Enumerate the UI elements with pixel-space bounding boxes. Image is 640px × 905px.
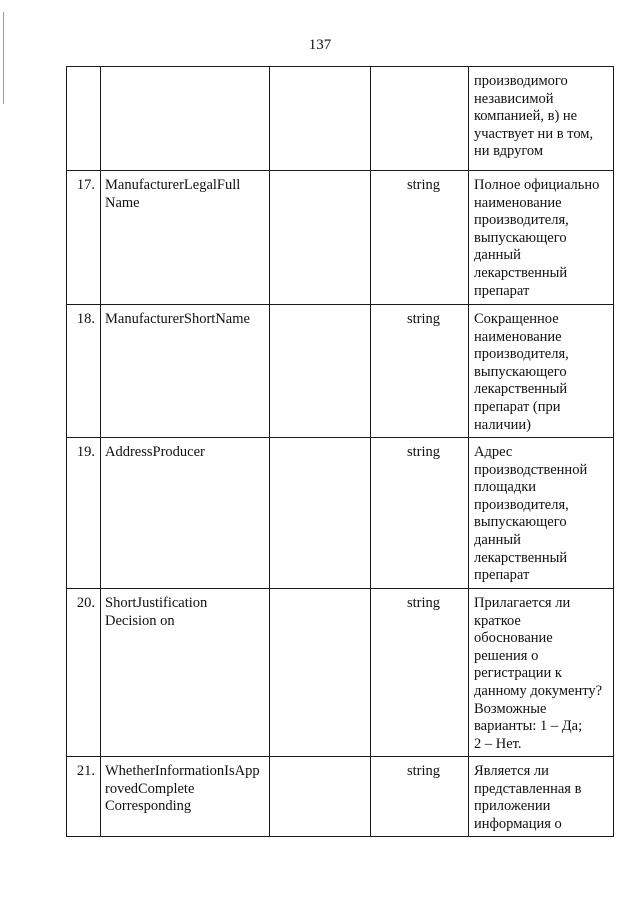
field-description: производимого независимой компанией, в) не участвует ни в том, ни вдругом xyxy=(474,73,594,160)
empty-cell xyxy=(270,438,371,589)
empty-cell xyxy=(270,305,371,438)
field-type-cell xyxy=(371,305,469,438)
field-type: string xyxy=(406,177,440,193)
field-name: ShortJustification Decision on xyxy=(105,595,208,629)
row-number: 20. xyxy=(76,595,95,611)
field-type-cell xyxy=(371,67,469,171)
field-description: Сокращенное наименование производителя, выпускающего лекарственный препарат (при наличии) xyxy=(474,311,569,433)
field-type: string xyxy=(406,763,440,779)
row-number xyxy=(67,67,100,73)
field-type xyxy=(371,67,468,73)
field-name-cell xyxy=(101,438,270,589)
field-name-cell xyxy=(101,589,270,757)
field-name: ManufacturerShortName xyxy=(105,311,250,327)
field-type-cell xyxy=(371,589,469,757)
specification-table xyxy=(66,66,614,837)
empty-cell xyxy=(270,757,371,837)
row-number-cell xyxy=(67,305,101,438)
table-row xyxy=(67,305,614,438)
row-number-cell xyxy=(67,589,101,757)
field-description-cell xyxy=(469,305,614,438)
field-description-cell xyxy=(469,171,614,305)
field-description: Прилагается ли краткое обоснование решения о регистрации к данному документу? Возможные варианты: 1 – Да; 2 – Нет. xyxy=(474,595,603,752)
row-number-cell xyxy=(67,67,101,171)
field-type-cell xyxy=(371,757,469,837)
field-description: Адрес производственной площадки производителя, выпускающего данный лекарственный препарат xyxy=(474,444,588,584)
field-name: WhetherInformationIsApp rovedComplete Corresponding xyxy=(105,763,260,815)
field-name-cell xyxy=(101,67,270,171)
field-name: ManufacturerLegalFull Name xyxy=(105,177,241,211)
table-row xyxy=(67,438,614,589)
table-row xyxy=(67,67,614,171)
empty-cell xyxy=(270,589,371,757)
field-type-cell xyxy=(371,438,469,589)
field-description-cell xyxy=(469,438,614,589)
field-name-cell xyxy=(101,171,270,305)
field-description-cell xyxy=(469,757,614,837)
field-description-cell xyxy=(469,67,614,171)
margin-mark xyxy=(3,12,4,104)
field-type-cell xyxy=(371,171,469,305)
field-name xyxy=(101,67,269,73)
field-type: string xyxy=(406,595,440,611)
row-number: 19. xyxy=(76,444,95,460)
field-name-cell xyxy=(101,305,270,438)
field-description: Полное официально наименование производителя, выпускающего данный лекарственный препарат xyxy=(474,177,600,299)
field-description-cell xyxy=(469,589,614,757)
row-number-cell xyxy=(67,171,101,305)
row-number: 21. xyxy=(76,763,95,779)
field-type: string xyxy=(406,311,440,327)
row-number-cell xyxy=(67,757,101,837)
field-name: AddressProducer xyxy=(105,444,205,460)
empty-cell xyxy=(270,171,371,305)
field-description: Является ли представленная в приложении информация о xyxy=(474,763,582,832)
field-name-cell xyxy=(101,757,270,837)
row-number: 18. xyxy=(76,311,95,327)
page-number: 137 xyxy=(308,37,332,53)
empty-cell xyxy=(270,67,371,171)
table-row xyxy=(67,757,614,837)
row-number-cell xyxy=(67,438,101,589)
row-number: 17. xyxy=(76,177,95,193)
table-row xyxy=(67,589,614,757)
field-type: string xyxy=(406,444,440,460)
table-row xyxy=(67,171,614,305)
